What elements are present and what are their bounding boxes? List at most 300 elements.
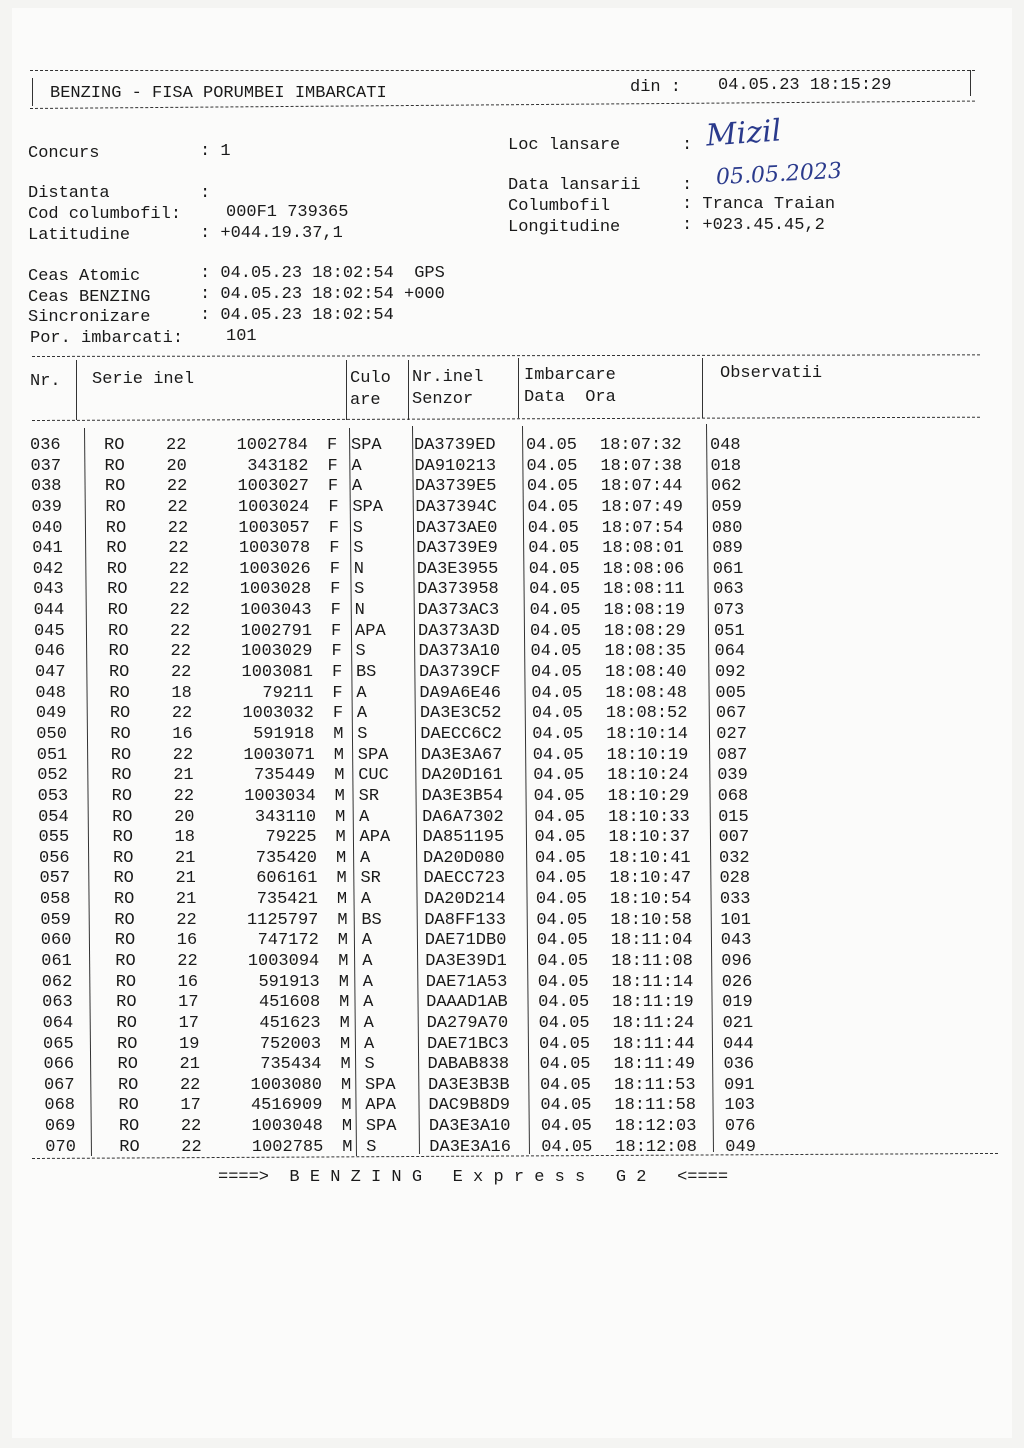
cell-culoare: A (360, 890, 372, 910)
cell-tara: RO (115, 972, 137, 992)
table-row (12, 725, 1012, 746)
cell-senzor: DA373AC3 (417, 601, 500, 621)
cell-ora: 18:11:49 (613, 1055, 696, 1075)
cell-culoare: SPA (357, 745, 389, 765)
cell-sex: F (332, 683, 343, 703)
cell-nr: 038 (30, 477, 62, 497)
cell-culoare: N (354, 601, 365, 621)
cell-ora: 18:10:29 (607, 786, 690, 806)
ceas-atomic-value: : 04.05.23 18:02:54 GPS (200, 264, 445, 283)
cell-culoare: APA (359, 828, 391, 848)
cell-senzor: DA6A7302 (422, 807, 504, 827)
cell-sex: F (331, 663, 343, 683)
cell-tara: RO (104, 436, 125, 455)
cell-senzor: DA279A70 (426, 1013, 509, 1033)
cell-sex: F (329, 559, 340, 579)
table-row (12, 1096, 1012, 1117)
cell-sex: F (331, 642, 342, 662)
cell-culoare: A (363, 993, 374, 1013)
cell-data: 04.05 (535, 890, 587, 910)
table-row (12, 787, 1012, 808)
cell-ora: 18:11:14 (611, 972, 694, 992)
col-culoare-header-1: Culo (350, 369, 391, 388)
cell-serie: 752003 (259, 1034, 322, 1054)
cell-an: 22 (173, 786, 195, 806)
cell-tara: RO (119, 1137, 140, 1157)
cell-nr: 064 (42, 1013, 74, 1033)
cell-senzor: DA8FF133 (424, 910, 506, 930)
cell-nr: 052 (37, 766, 68, 786)
cell-senzor: DA3E3955 (416, 559, 499, 579)
cell-serie: 79225 (265, 828, 317, 848)
cell-an: 22 (170, 621, 191, 641)
cell-tara: RO (115, 952, 136, 971)
cell-data: 04.05 (534, 828, 586, 848)
cell-obs: 103 (724, 1096, 755, 1116)
cell-obs: 039 (717, 766, 748, 786)
cell-senzor: DA373958 (417, 580, 499, 600)
cell-culoare: APA (355, 621, 386, 641)
cell-obs: 076 (724, 1117, 756, 1137)
cell-culoare: A (359, 807, 370, 827)
cell-serie: 343110 (254, 807, 317, 827)
cell-senzor: DA3E3A16 (429, 1137, 511, 1157)
cell-ora: 18:12:08 (615, 1137, 697, 1157)
cell-ora: 18:10:37 (608, 828, 691, 848)
cell-obs: 043 (720, 931, 752, 951)
cell-serie: 747172 (257, 931, 319, 951)
cell-data: 04.05 (529, 580, 581, 600)
cell-nr: 045 (34, 621, 65, 641)
cell-tara: RO (109, 704, 131, 724)
cell-sex: M (340, 1055, 351, 1075)
cell-ora: 18:07:49 (601, 497, 683, 517)
cell-nr: 042 (32, 559, 64, 579)
table-row (12, 560, 1012, 581)
cell-ora: 18:10:58 (610, 910, 692, 930)
table-row (12, 477, 1012, 498)
table-row (12, 911, 1012, 932)
col-nr-header: Nr. (30, 372, 61, 391)
col-senzor-header-1: Nr.inel (412, 368, 484, 387)
cell-sex: M (342, 1137, 353, 1157)
cell-data: 04.05 (540, 1117, 592, 1137)
ceas-atomic-label: Ceas Atomic (28, 267, 141, 286)
col-observatii-header: Observatii (720, 364, 823, 383)
cell-ora: 18:10:47 (609, 869, 692, 889)
cell-nr: 059 (40, 910, 71, 930)
cell-obs: 091 (723, 1075, 755, 1095)
cell-sex: M (333, 745, 344, 765)
cell-sex: M (336, 890, 348, 910)
cell-obs: 027 (716, 724, 747, 744)
cell-an: 18 (174, 828, 195, 848)
cell-nr: 046 (34, 642, 66, 662)
distanta-label: Distanta (28, 184, 110, 203)
cell-tara: RO (117, 1075, 139, 1095)
table-row (12, 849, 1012, 870)
cell-obs: 092 (714, 663, 746, 683)
cell-obs: 032 (719, 848, 750, 868)
por-imbarcati-label: Por. imbarcati: (30, 329, 184, 348)
cell-obs: 063 (713, 580, 744, 600)
cell-senzor: DA851195 (422, 828, 505, 848)
cell-tara: RO (114, 910, 135, 930)
table-row (12, 498, 1012, 519)
cell-data: 04.05 (534, 807, 586, 827)
cell-obs: 064 (714, 642, 746, 662)
cell-sex: M (335, 828, 346, 848)
cell-data: 04.05 (539, 1055, 591, 1075)
col-senzor-header-2: Senzor (412, 390, 474, 409)
table-row (12, 436, 1012, 457)
cell-an: 21 (175, 869, 196, 889)
cell-senzor: DA20D080 (423, 848, 505, 868)
cell-ora: 18:11:19 (612, 993, 694, 1013)
cell-obs: 033 (719, 890, 751, 910)
cell-nr: 070 (45, 1137, 76, 1157)
table-row (12, 890, 1012, 911)
table-row (12, 1055, 1012, 1076)
cell-serie: 1003071 (243, 745, 315, 765)
cell-tara: RO (118, 1117, 140, 1137)
cell-sex: F (329, 539, 340, 559)
cell-sex: F (328, 518, 339, 538)
table-row (12, 663, 1012, 684)
cell-tara: RO (106, 559, 128, 579)
cell-serie: 1003080 (250, 1075, 322, 1095)
cell-nr: 047 (34, 663, 66, 683)
cell-data: 04.05 (535, 848, 587, 868)
cell-culoare: S (355, 642, 366, 662)
cell-an: 22 (170, 663, 192, 683)
cell-culoare: S (357, 724, 368, 744)
cell-culoare: S (364, 1055, 375, 1075)
footer-banner: ====> B E N Z I N G E x p r e s s G 2 <==== (218, 1168, 729, 1187)
concurs-label: Concurs (28, 144, 100, 163)
cell-sex: F (330, 580, 341, 600)
cell-culoare: CUC (358, 766, 389, 786)
cell-data: 04.05 (531, 704, 583, 724)
cell-ora: 18:08:01 (602, 539, 684, 559)
cell-an: 22 (168, 559, 190, 579)
cell-serie: 1003048 (251, 1117, 323, 1137)
cell-an: 22 (167, 497, 188, 517)
cell-serie: 1003027 (237, 477, 309, 497)
cell-an: 22 (166, 477, 188, 497)
cell-an: 22 (166, 436, 187, 455)
cell-sex: M (334, 786, 345, 806)
cell-an: 22 (177, 952, 198, 971)
cell-tara: RO (117, 1055, 138, 1075)
cell-nr: 053 (37, 786, 69, 806)
cell-an: 22 (168, 539, 189, 559)
cell-data: 04.05 (530, 663, 582, 683)
cell-ora: 18:10:19 (606, 745, 689, 765)
cell-obs: 018 (710, 456, 742, 476)
cell-tara: RO (111, 786, 133, 806)
table-row (12, 828, 1012, 849)
cell-tara: RO (108, 642, 129, 662)
cell-ora: 18:08:40 (604, 663, 687, 683)
columbofil-value: : Tranca Traian (682, 195, 836, 214)
cell-serie: 1003081 (241, 663, 313, 683)
cell-nr: 066 (43, 1055, 75, 1075)
cell-sex: F (327, 436, 338, 455)
cell-serie: 1003032 (242, 704, 314, 724)
cell-an: 22 (169, 580, 190, 600)
cell-tara: RO (113, 869, 134, 889)
cell-an: 22 (180, 1117, 202, 1137)
cell-serie: 1003094 (247, 952, 320, 971)
cell-senzor: DA910213 (414, 456, 497, 476)
cell-nr: 043 (33, 580, 64, 600)
cell-data: 04.05 (537, 972, 589, 992)
cell-sex: M (337, 910, 348, 930)
cell-nr: 050 (36, 724, 67, 744)
cell-obs: 080 (711, 518, 743, 538)
cell-sex: M (335, 807, 346, 827)
cell-data: 04.05 (540, 1096, 592, 1116)
cell-serie: 1002785 (251, 1137, 324, 1157)
cell-serie: 735420 (255, 848, 317, 868)
cell-tara: RO (107, 580, 128, 600)
cell-ora: 18:11:44 (613, 1034, 695, 1054)
cell-ora: 18:08:19 (603, 601, 686, 621)
cell-data: 04.05 (537, 952, 589, 971)
cell-nr: 069 (44, 1117, 76, 1137)
cell-serie: 735434 (260, 1055, 322, 1075)
longitudine-label: Longitudine (508, 218, 621, 237)
cell-an: 22 (169, 601, 190, 621)
cell-nr: 040 (31, 518, 63, 538)
cell-data: 04.05 (533, 786, 585, 806)
cell-nr: 054 (38, 807, 69, 827)
cell-nr: 062 (41, 972, 73, 992)
cell-an: 22 (172, 745, 194, 765)
cell-nr: 068 (44, 1096, 75, 1116)
cell-senzor: DA3E3C52 (419, 704, 502, 724)
cell-ora: 18:08:11 (603, 580, 685, 600)
sincronizare-value: : 04.05.23 18:02:54 (200, 306, 394, 325)
cell-obs: 049 (725, 1137, 756, 1157)
cell-senzor: DABAB838 (427, 1055, 510, 1075)
cod-columbofil-label: Cod columbofil: (28, 205, 182, 224)
cell-obs: 089 (712, 539, 743, 559)
table-row (12, 746, 1012, 767)
cell-data: 04.05 (536, 910, 588, 930)
latitudine-value: : +044.19.37,1 (200, 224, 343, 243)
cell-sex: F (327, 456, 338, 476)
cell-data: 04.05 (530, 642, 582, 662)
cell-senzor: DA3E3A67 (420, 745, 503, 765)
cell-ora: 18:11:58 (614, 1096, 697, 1116)
cell-data: 04.05 (526, 436, 578, 455)
cell-tara: RO (105, 497, 126, 517)
header-title: BENZING - FISA PORUMBEI IMBARCATI (50, 84, 387, 103)
cell-an: 22 (179, 1075, 201, 1095)
cell-data: 04.05 (528, 559, 580, 579)
cell-senzor: DAE71A53 (425, 972, 508, 992)
cell-culoare: SPA (364, 1075, 396, 1095)
cell-sex: M (337, 931, 348, 951)
cell-an: 17 (178, 1013, 199, 1033)
cell-ora: 18:08:35 (604, 642, 687, 662)
cell-an: 21 (175, 848, 196, 868)
cell-obs: 061 (712, 559, 744, 579)
cell-sex: M (333, 724, 344, 744)
cell-ora: 18:07:32 (600, 436, 682, 455)
cell-culoare: A (361, 931, 372, 951)
cell-tara: RO (111, 766, 132, 786)
cell-culoare: N (353, 559, 364, 579)
cell-an: 18 (171, 683, 192, 703)
sincronizare-label: Sincronizare (28, 308, 151, 327)
cell-nr: 044 (33, 601, 65, 621)
cell-senzor: DA373AE0 (415, 518, 498, 538)
cell-ora: 18:12:03 (614, 1117, 697, 1137)
cell-an: 22 (176, 910, 197, 930)
cell-senzor: DA3739E5 (414, 477, 497, 497)
col-culoare-header-2: are (350, 391, 381, 410)
cell-data: 04.05 (532, 745, 584, 765)
cell-sex: M (341, 1096, 352, 1116)
cell-obs: 096 (721, 952, 752, 971)
cell-nr: 041 (32, 539, 63, 559)
cell-serie: 1002791 (240, 621, 313, 641)
table-row (12, 704, 1012, 725)
loc-lansare-handwritten: Mizil (704, 113, 783, 154)
cell-data: 04.05 (535, 869, 587, 889)
cell-culoare: A (351, 456, 362, 476)
distanta-value: : (200, 184, 211, 203)
cell-tara: RO (110, 724, 131, 744)
cell-culoare: A (360, 848, 371, 868)
cell-tara: RO (105, 518, 127, 538)
cell-ora: 18:11:04 (610, 931, 693, 951)
cell-data: 04.05 (529, 601, 581, 621)
cell-sex: M (338, 972, 349, 992)
columbofil-label: Columbofil (508, 197, 611, 216)
cell-culoare: SPA (352, 497, 383, 517)
cell-serie: 1003078 (238, 539, 311, 559)
cell-senzor: DA3739E9 (416, 539, 498, 559)
cell-ora: 18:10:33 (608, 807, 690, 827)
cell-serie: 79211 (262, 683, 314, 703)
cell-nr: 048 (35, 683, 66, 703)
table-row (12, 1014, 1012, 1035)
cell-tara: RO (114, 931, 136, 951)
cell-serie: 1125797 (246, 910, 319, 930)
cell-obs: 059 (711, 497, 742, 517)
table-row (12, 1076, 1012, 1097)
cell-nr: 057 (39, 869, 71, 889)
cell-culoare: A (363, 1013, 374, 1033)
cell-senzor: DAECC6C2 (420, 724, 502, 744)
table-row (12, 539, 1012, 560)
cod-columbofil-value: 000F1 739365 (226, 203, 349, 222)
ceas-benzing-label: Ceas BENZING (28, 288, 151, 307)
cell-culoare: A (362, 972, 373, 992)
table-row (12, 601, 1012, 622)
cell-sex: M (341, 1117, 353, 1137)
cell-obs: 019 (722, 993, 753, 1013)
cell-sex: M (339, 993, 350, 1013)
cell-data: 04.05 (528, 539, 580, 559)
cell-culoare: APA (365, 1096, 396, 1116)
cell-an: 17 (180, 1096, 201, 1116)
cell-tara: RO (117, 1034, 138, 1054)
cell-data: 04.05 (539, 1034, 591, 1054)
cell-sex: M (339, 1013, 350, 1033)
cell-obs: 087 (716, 745, 748, 765)
table-row (12, 519, 1012, 540)
cell-tara: RO (104, 477, 126, 497)
cell-culoare: A (362, 952, 373, 971)
cell-serie: 1003028 (239, 580, 312, 600)
cell-sex: M (336, 869, 347, 889)
cell-culoare: A (356, 704, 368, 724)
cell-serie: 1003057 (238, 518, 310, 538)
table-row (12, 580, 1012, 601)
cell-obs: 036 (723, 1055, 755, 1075)
cell-serie: 451608 (258, 993, 321, 1013)
table-row (12, 973, 1012, 994)
cell-nr: 051 (36, 745, 68, 765)
cell-obs: 021 (722, 1013, 754, 1033)
cell-sex: M (340, 1034, 351, 1054)
cell-senzor: DA37394C (415, 497, 497, 517)
table-body (12, 8, 1012, 1438)
table-row (12, 952, 1012, 973)
cell-serie: 1003029 (241, 642, 313, 662)
cell-ora: 18:10:54 (609, 890, 692, 910)
cell-obs: 015 (718, 807, 749, 827)
cell-obs: 101 (720, 910, 751, 930)
cell-data: 04.05 (536, 931, 588, 951)
cell-nr: 061 (41, 952, 72, 971)
cell-nr: 055 (38, 828, 70, 848)
cell-obs: 028 (719, 869, 751, 889)
longitudine-value: : +023.45.45,2 (682, 216, 825, 235)
cell-ora: 18:11:24 (612, 1013, 695, 1033)
cell-senzor: DA373A3D (418, 621, 500, 641)
cell-an: 16 (172, 724, 193, 744)
cell-data: 04.05 (541, 1137, 593, 1157)
cell-serie: 735449 (253, 766, 316, 786)
cell-sex: F (331, 621, 342, 641)
cell-sex: M (336, 848, 347, 868)
cell-tara: RO (116, 993, 137, 1013)
cell-sex: F (332, 704, 344, 724)
cell-senzor: DA20D161 (421, 766, 503, 786)
cell-tara: RO (108, 621, 129, 641)
cell-an: 21 (173, 766, 194, 786)
cell-serie: 1002784 (236, 436, 308, 455)
cell-an: 20 (174, 807, 195, 827)
col-serie-header: Serie inel (92, 370, 195, 389)
table-row (12, 684, 1012, 705)
cell-ora: 18:10:41 (609, 848, 691, 868)
cell-ora: 18:08:52 (605, 704, 688, 724)
cell-an: 21 (179, 1055, 200, 1075)
loc-lansare-sep: : (682, 136, 693, 155)
cell-ora: 18:10:14 (606, 724, 688, 744)
cell-an: 19 (179, 1034, 200, 1054)
cell-an: 16 (176, 931, 198, 951)
cell-an: 16 (177, 972, 199, 992)
cell-obs: 067 (715, 704, 747, 724)
